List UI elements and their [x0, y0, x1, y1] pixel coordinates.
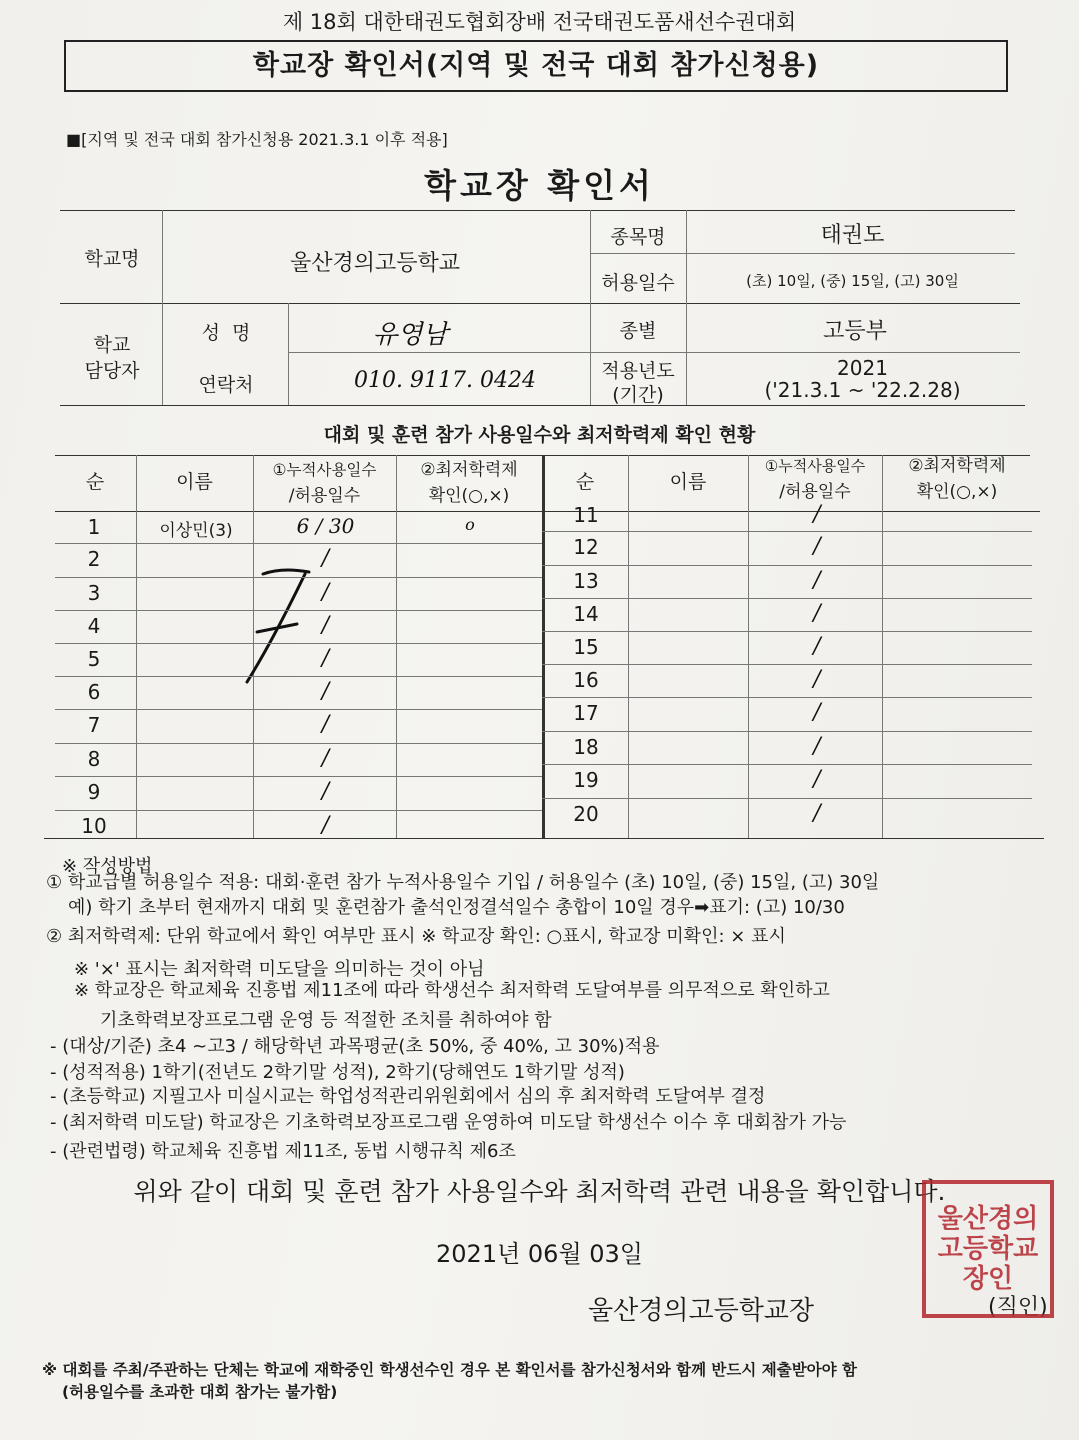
manager-name-signature: 유영남 [372, 320, 448, 350]
instruction-line-2: 예) 학기 초부터 현재까지 대회 및 훈련참가 출석인정결석일수 총합이 10일 경우➡표기: (고) 10/30 [68, 897, 845, 918]
instruction-line-1: ① 학교급별 허용일수 적용: 대회·훈련 참가 누적사용일수 기입 / 허용일수 (초) 10일, (중) 15일, (고) 30일 [46, 872, 880, 893]
used-days-value-right: / [813, 734, 821, 759]
principal-title: 울산경의고등학교장 [588, 1296, 815, 1326]
col-days-right-2: /허용일수 [779, 482, 851, 502]
used-days-value: / [321, 646, 330, 671]
manager-label-2: 담당자 [84, 360, 140, 382]
used-days-value-right: / [813, 601, 821, 626]
row-divider-left [55, 676, 542, 677]
col-min-left-2: 확인(○,×) [428, 486, 510, 506]
row-number-right: 15 [573, 635, 599, 659]
applicability-note: ■[지역 및 전국 대회 참가신청용 2021.3.1 이후 적용] [66, 130, 448, 149]
row-divider-left [55, 810, 542, 811]
row-divider-right [542, 731, 1032, 732]
row-number-left: 2 [87, 547, 101, 571]
instruction-line-10: - (최저학력 미도달) 학교장은 기초학력보장프로그램 운영하여 미도달 학생선수 이수 후 대회참가 가능 [50, 1112, 847, 1133]
official-seal-stamp: 울산경의고등학교장인 [922, 1180, 1054, 1318]
year-value: 2021 [837, 356, 888, 380]
instructions-heading: ※ 작성방법 [62, 856, 153, 877]
col-min-left-1: ②최저학력제 [420, 460, 518, 480]
instruction-line-4: ※ '×' 표시는 최저학력 미도달을 의미하는 것이 아님 [74, 959, 485, 980]
row-number-right: 14 [573, 602, 599, 626]
row-number-right: 16 [573, 668, 599, 692]
row-divider-left [55, 776, 542, 777]
row-divider-left [55, 610, 542, 611]
col-name-left: 이름 [176, 471, 213, 493]
instruction-line-5: ※ 학교장은 학교체육 진흥법 제11조에 따라 학생선수 최저학력 도달여부를 의무적으로 확인하고 [74, 980, 830, 1001]
instruction-line-8: - (성적적용) 1학기(전년도 2학기말 성적), 2학기(당해연도 1학기말 성적) [50, 1062, 625, 1083]
col-days-right-1: ①누적사용일수 [764, 457, 866, 475]
name-label: 성 명 [201, 322, 251, 344]
footnote-line-1: ※ 대회를 주최/주관하는 단체는 학교에 재학중인 학생선수인 경우 본 확인서를 참가신청서와 함께 반드시 제출받아야 함 [42, 1361, 857, 1379]
instruction-line-11: - (관련법령) 학교체육 진흥법 제11조, 동법 시행규칙 제6조 [50, 1141, 516, 1162]
row-divider-right [542, 798, 1032, 799]
used-days-value: / [321, 779, 330, 804]
row-number-left: 1 [87, 515, 101, 539]
row-number-left: 8 [87, 747, 101, 771]
contact-label: 연락처 [198, 374, 254, 396]
division-label: 종별 [619, 320, 657, 342]
form-box-title: 학교장 확인서(지역 및 전국 대회 참가신청용) [64, 40, 1008, 92]
col-min-right-2: 확인(○,×) [916, 482, 998, 502]
school-name-value: 울산경의고등학교 [289, 251, 461, 276]
row-divider-right [542, 764, 1032, 765]
row-number-right: 13 [573, 569, 599, 593]
row-divider-right [542, 598, 1032, 599]
used-days-value: / [321, 546, 330, 571]
sport-value: 태권도 [820, 223, 885, 248]
row-divider-left [55, 577, 542, 578]
instruction-line-9: - (초등학교) 지필고사 미실시교는 학업성적관리위원회에서 심의 후 최저학력 도달여부 결정 [50, 1086, 766, 1107]
allowed-days-value: (초) 10일, (중) 15일, (고) 30일 [746, 272, 959, 290]
used-days-value-right: / [813, 634, 821, 659]
row-number-left: 6 [87, 680, 101, 704]
used-days-value-right: / [813, 534, 821, 559]
col-no-right: 순 [575, 471, 595, 493]
col-days-left-1: ①누적사용일수 [272, 461, 377, 479]
row-divider-right [542, 697, 1032, 698]
competition-title: 제 18회 대한태권도협회장배 전국태권도품새선수권대회 [282, 10, 797, 34]
used-days-value-right: / [813, 801, 821, 826]
row-number-right: 12 [573, 535, 599, 559]
row-number-left: 7 [87, 713, 101, 737]
used-days-value: / [321, 712, 330, 737]
row-number-right: 20 [573, 802, 599, 826]
used-days-value-right: / [813, 568, 821, 593]
row-divider-right [542, 631, 1032, 632]
used-days-value: / [321, 580, 330, 605]
col-name-right: 이름 [669, 471, 707, 493]
seal-mark-label: (직인) [988, 1295, 1048, 1320]
used-days-value: / [321, 813, 330, 838]
row-number-right: 17 [573, 701, 599, 725]
used-days-value: / [321, 679, 330, 704]
col-min-right-1: ②최저학력제 [908, 456, 1006, 476]
used-days-value: / [321, 613, 330, 638]
row-number-right: 19 [573, 768, 599, 792]
used-days-value-right: / [813, 767, 821, 792]
footnote-line-2: (허용일수를 초과한 대회 참가는 불가함) [62, 1383, 338, 1401]
row-number-left: 10 [81, 814, 107, 838]
used-days-value-right: / [813, 700, 821, 725]
used-days-value: 6 / 30 [296, 514, 355, 538]
year-label-1: 적용년도 [601, 360, 675, 382]
instruction-line-6: 기초학력보장프로그램 운영 등 적절한 조치를 취하여야 함 [100, 1010, 552, 1031]
manager-label-1: 학교 [93, 334, 131, 356]
school-name-label: 학교명 [84, 248, 140, 270]
row-divider-left [55, 543, 542, 544]
status-section-title: 대회 및 훈련 참가 사용일수와 최저학력제 확인 현황 [323, 424, 756, 446]
year-label-2: (기간) [612, 384, 664, 406]
row-number-left: 5 [87, 647, 101, 671]
used-days-value-right: / [813, 502, 821, 527]
col-days-left-2: /허용일수 [288, 486, 361, 506]
instruction-line-3: ② 최저학력제: 단위 학교에서 확인 여부만 표시 ※ 학교장 확인: ○표시, 학교장 미확인: × 표시 [46, 926, 786, 947]
row-number-right: 18 [573, 735, 599, 759]
row-number-left: 4 [87, 614, 101, 638]
division-value: 고등부 [823, 319, 887, 344]
confirmation-date: 2021년 06월 03일 [436, 1240, 643, 1268]
row-divider-right [542, 565, 1032, 566]
min-level-check: o [465, 515, 475, 534]
row-divider-left [55, 643, 542, 644]
row-divider-right [542, 531, 1032, 532]
row-number-left: 9 [87, 780, 101, 804]
row-divider-left [55, 743, 542, 744]
period-value: ('21.3.1 ~ '22.2.28) [764, 378, 961, 402]
allowed-days-label: 허용일수 [601, 272, 675, 294]
used-days-value: / [321, 746, 330, 771]
sport-label: 종목명 [610, 226, 666, 248]
row-divider-right [542, 664, 1032, 665]
row-number-right: 11 [573, 503, 599, 527]
instruction-line-7: - (대상/기준) 초4 ~고3 / 해당학년 과목평균(초 50%, 중 40%, 고 30%)적용 [50, 1036, 660, 1057]
page-title: 학교장 확인서 [424, 166, 655, 205]
confirmation-statement: 위와 같이 대회 및 훈련 참가 사용일수와 최저학력 관련 내용을 확인합니다. [133, 1177, 946, 1206]
row-number-left: 3 [87, 581, 101, 605]
col-no-left: 순 [85, 471, 105, 493]
student-name: 이상민(3) [159, 521, 233, 541]
row-divider-left [55, 709, 542, 710]
contact-value: 010. 9117. 0424 [354, 368, 536, 393]
used-days-value-right: / [813, 667, 821, 692]
